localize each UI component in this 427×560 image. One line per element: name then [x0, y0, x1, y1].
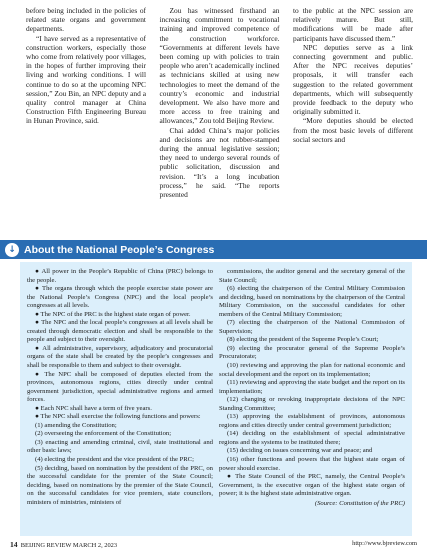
box-paragraph: (11) reviewing and approving the state budget and the report on its implementation; [219, 379, 405, 395]
npc-info-box [20, 262, 412, 536]
box-paragraph: (6) electing the chairperson of the Central Military Commission and deciding, based on nominations by the chairperson of the Central Military Commission, on the successful candidates for other members of the Central Military Commission; [219, 285, 405, 318]
box-paragraph: ● The NPC shall be composed of deputies elected from the provinces, autonomous regions, cities directly under central government jurisdiction, special administrative regions and armed forces. [27, 370, 213, 404]
paragraph: “More deputies should be elected from the most basic levels of different social sectors and [293, 116, 413, 144]
paragraph: “I have served as a representative of construction workers, especially those who come from relatively poor villages, in the hopes of further improving their living and working conditions. I will continue to do so at the upcoming NPC session,” Zou Bin, an NPC deputy and a quality control manager at China Construction Fifth Engineering Bureau in Hunan Province, said. [26, 33, 146, 126]
footer-left [10, 540, 117, 549]
paragraph: before being included in the policies of related state organs and government departments. [26, 6, 146, 34]
page-number: 14 [10, 540, 18, 549]
box-column-2 [219, 268, 405, 532]
footer-url: http://www.bjreview.com [352, 540, 417, 547]
box-paragraph: (14) deciding on the establishment of special administrative regions and the systems to be instituted there; [219, 430, 405, 446]
box-paragraph: (15) deciding on issues concerning war and peace; and [227, 447, 373, 455]
article-column-1 [26, 6, 146, 199]
source-citation: (Source: Constitution of the PRC) [314, 499, 405, 507]
paragraph: NPC deputies serve as a link connecting government and public. After the NPC receives deputies’ proposals, it will transfer each suggestion to the related government departments, which will subsequently provide feedback to the deputy who originally submitted it. [293, 42, 413, 117]
box-paragraph: (4) electing the president and the vice president of the PRC; [35, 456, 194, 464]
paragraph: to the public at the NPC session are relatively mature. But still, modifications will be made after participants have discussed them.” [293, 6, 413, 43]
arrow-down-icon: ↓ [5, 243, 19, 257]
box-paragraph: commissions, the auditor general and the secretary general of the State Council; [219, 268, 405, 284]
article-column-2 [160, 6, 280, 199]
sidebar-box-header [0, 240, 427, 259]
box-paragraph: (2) overseeing the enforcement of the Constitution; [35, 430, 172, 438]
box-paragraph: ● All administrative, supervisory, adjudicatory and procuratorial organs of the state shall be created by the people’s congresses and shall be responsible to them and subject to their oversight. [27, 344, 213, 370]
box-paragraph: (13) approving the establishment of provinces, autonomous regions and cities directly under central government jurisdiction; [219, 413, 405, 429]
box-paragraph: (3) enacting and amending criminal, civil, state institutional and other basic laws; [27, 438, 213, 455]
box-paragraph: (8) electing the president of the Supreme People’s Court; [227, 336, 379, 344]
box-paragraph: ● The NPC shall exercise the following functions and powers: [35, 413, 201, 421]
box-paragraph: ● The organs through which the people exercise state power are the National People’s Congress (NPC) and the local people’s congresses at all levels. [27, 285, 213, 310]
box-paragraph: (1) amending the Constitution; [35, 421, 117, 429]
magazine-issue: BEIJING REVIEW MARCH 2, 2023 [20, 542, 118, 549]
article-column-3 [293, 6, 413, 199]
paragraph: Zou has witnessed firsthand an increasing commitment to vocational training and improved competence of the construction workforce. “Governments at different levels have been coming up with policies to train people who aren’t academically inclined as technicians skilled at using new technologies to meet the demand of the country’s economic and industrial development. We also have more and more access to free training and allowances,” Zou told Beijing Review. [159, 6, 280, 126]
box-paragraph: (9) electing the procurator general of the Supreme People’s Procuratorate; [219, 344, 405, 361]
box-paragraph: (5) deciding, based on nomination by the president of the PRC, on the successful candidate for the premier of the State Council; deciding, based on nominations by the premier of the State Council, on the successful candidates for vice premiers, state councilors, ministers of ministries, ministers of [27, 464, 213, 506]
box-paragraph: ● The State Council of the PRC, namely, the Central People’s Government, is the executive organ of the highest state organ of power; it is the highest state administrative organ. [219, 473, 405, 498]
box-column-1 [27, 268, 213, 532]
box-paragraph: ● The NPC of the PRC is the highest state organ of power. [35, 310, 191, 318]
page-footer [10, 540, 417, 549]
box-paragraph: (10) reviewing and approving the plan for national economic and social development and the report on its implementation; [219, 362, 405, 378]
box-paragraph: (7) electing the chairperson of the National Commission of Supervision; [219, 319, 405, 335]
sidebar-box-title: About the National People’s Congress [24, 243, 215, 256]
box-paragraph: (12) changing or revoking inappropriate decisions of the NPC Standing Committee; [219, 396, 405, 412]
box-paragraph: (16) other functions and powers that the highest state organ of power should exercise. [219, 456, 405, 472]
box-paragraph: ● Each NPC shall have a term of five years. [35, 404, 152, 412]
box-paragraph: ● All power in the People’s Republic of China (PRC) belongs to the people. [27, 268, 213, 284]
box-paragraph: ● The NPC and the local people’s congresses at all levels shall be created through democratic election and shall be responsible to the people and subject to their oversight. [27, 319, 213, 344]
article-body [26, 6, 413, 199]
paragraph: Chai added China’s major policies and decisions are not rubber-stamped during the annual legislative session; they need to undergo several rounds of public solicitation, discussion and revision. “It’s a long incubation process,” he said. “The reports presented [159, 125, 280, 200]
